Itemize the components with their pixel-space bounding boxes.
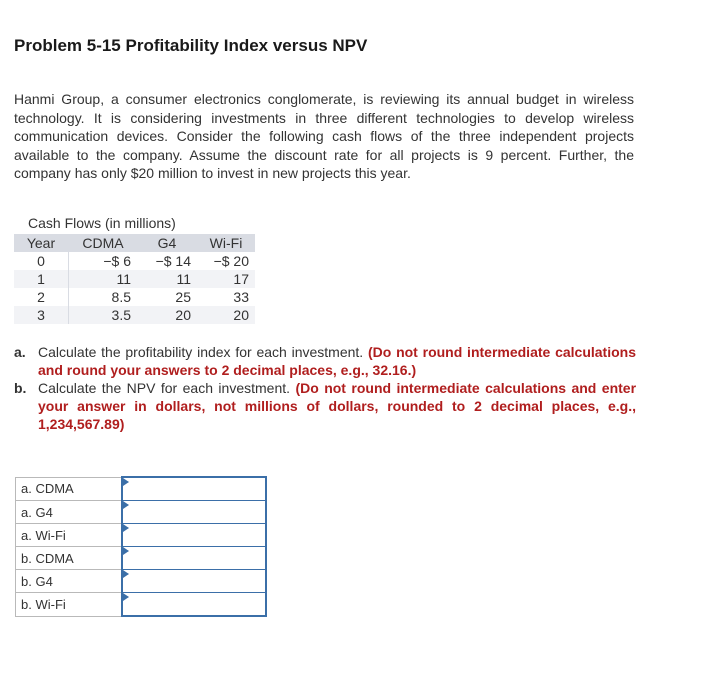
input-marker-icon [123,501,129,509]
year-cell: 0 [14,252,69,270]
header-cdma: CDMA [69,234,138,252]
year-cell: 1 [14,270,69,288]
wifi-cell: 20 [197,306,255,324]
cash-flows-caption: Cash Flows (in millions) [28,215,176,231]
answer-cell [122,593,266,617]
cash-flows-table [14,234,255,324]
answer-row-b-cdma [16,547,267,570]
wifi-cell: −$ 20 [213,253,249,269]
answer-cell [122,570,266,593]
answer-input-b-g4[interactable] [123,571,265,591]
g4-cell: 11 [137,270,197,288]
header-g4: G4 [137,234,197,252]
wifi-cell: 33 [233,289,249,305]
answer-input-b-cdma[interactable] [123,548,265,568]
input-marker-icon [123,478,129,486]
answer-cell [122,477,266,501]
cash-flows-header-row [14,234,255,252]
year-cell: 2 [14,288,69,306]
answer-label: b. Wi-Fi [16,593,123,617]
cdma-cell: 3.5 [69,306,138,324]
question-text: Calculate the profitability index for each investment. [38,344,364,360]
answer-label: a. G4 [16,501,123,524]
g4-cell: −$ 14 [155,253,191,269]
question-letter: a. [14,344,26,360]
answer-input-a-cdma[interactable] [123,479,265,499]
answer-row-a-cdma [16,477,267,501]
question-letter: b. [14,380,27,396]
answer-label: a. Wi-Fi [16,524,123,547]
answer-cell [122,547,266,570]
question-instruction: (Do not round intermediate calculations and enter your answer in dollars, not millions of dollars, rounded to 2 decimal places, e.g., 1,234,567.89) [38,380,637,432]
answer-cell [122,524,266,547]
cdma-cell: 11 [69,270,138,288]
answer-input-a-wifi[interactable] [123,525,265,545]
question-b [14,379,636,433]
table-row [14,288,255,306]
answer-row-a-wifi [16,524,267,547]
question-a [14,343,636,379]
question-body [38,379,636,433]
input-marker-icon [123,570,129,578]
year-cell: 3 [14,306,69,324]
answer-input-a-g4[interactable] [123,502,265,522]
answer-row-b-g4 [16,570,267,593]
table-row [14,306,255,324]
answer-label: b. CDMA [16,547,123,570]
input-marker-icon [123,524,129,532]
answer-input-b-wifi[interactable] [123,594,265,614]
answer-table [15,476,267,617]
header-wifi: Wi-Fi [197,234,255,252]
problem-description: Hanmi Group, a consumer electronics conglomerate, is reviewing its annual budget in wireless technology. It is considering investments in three different technologies to develop wireless communication devices. Consider the following cash flows of the three independent projects available to the company. Assume the discount rate for all projects is 9 percent. Further, the company has only $20 million to invest in new projects this year. [14,91,634,181]
header-year: Year [14,234,69,252]
input-marker-icon [123,547,129,555]
answer-label: a. CDMA [16,477,123,501]
problem-title: Problem 5-15 Profitability Index versus NPV [14,36,368,55]
question-body [38,343,636,379]
table-row [14,252,255,270]
answer-label: b. G4 [16,570,123,593]
g4-cell: 25 [175,289,191,305]
question-instruction: (Do not round intermediate calculations and round your answers to 2 decimal places, e.g., 32.16.) [38,344,636,378]
answer-row-b-wifi [16,593,267,617]
wifi-cell: 17 [197,270,255,288]
table-row [14,270,255,288]
answer-row-a-g4 [16,501,267,524]
cdma-cell: 8.5 [111,289,131,305]
input-marker-icon [123,593,129,601]
g4-cell: 20 [137,306,197,324]
question-list [14,343,636,433]
answer-cell [122,501,266,524]
question-text: Calculate the NPV for each investment. [38,380,291,396]
cdma-cell: −$ 6 [103,253,131,269]
